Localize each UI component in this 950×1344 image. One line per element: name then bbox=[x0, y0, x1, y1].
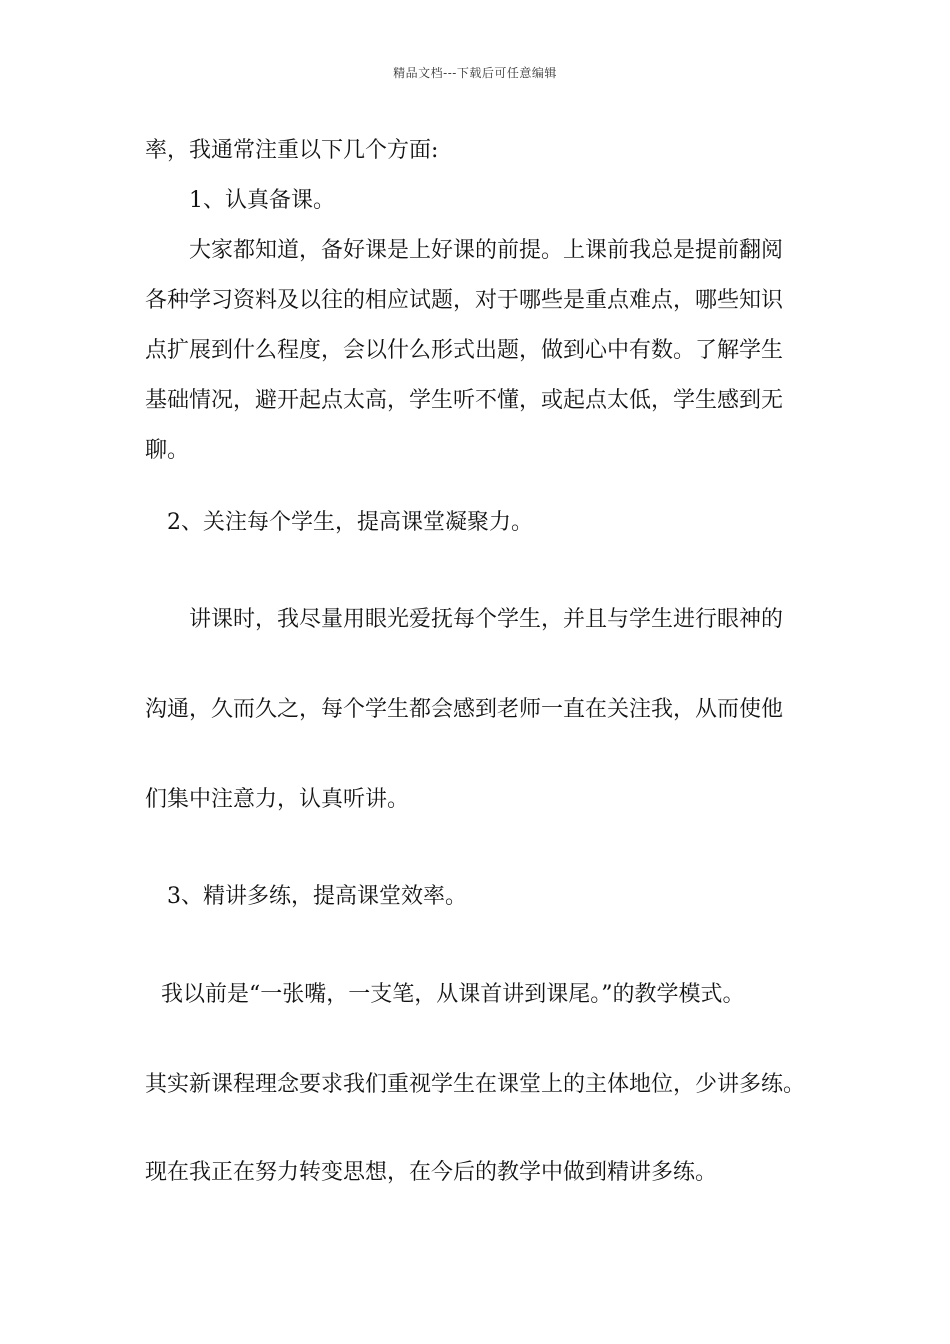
text-line: 基础情况，避开起点太高，学生听不懂，或起点太低，学生感到无 bbox=[145, 388, 784, 413]
page-header: 精品文档---下载后可任意编辑 bbox=[393, 66, 557, 80]
text-line: 各种学习资料及以往的相应试题，对于哪些是重点难点，哪些知识 bbox=[145, 288, 784, 313]
text-line: 现在我正在努力转变思想，在今后的教学中做到精讲多练。 bbox=[145, 1160, 718, 1185]
list-heading: 1、认真备课。 bbox=[189, 188, 335, 213]
text-line: 讲课时，我尽量用眼光爱抚每个学生，并且与学生进行眼神的 bbox=[189, 607, 784, 632]
text-line: 点扩展到什么程度，会以什么形式出题，做到心中有数。了解学生 bbox=[145, 338, 784, 363]
text-line: 其实新课程理念要求我们重视学生在课堂上的主体地位，少讲多练。 bbox=[145, 1072, 806, 1097]
list-heading: 2、关注每个学生，提高课堂凝聚力。 bbox=[167, 510, 533, 535]
text-line: 沟通，久而久之，每个学生都会感到老师一直在关注我，从而使他 bbox=[145, 697, 784, 722]
list-heading: 3、精讲多练，提高课堂效率。 bbox=[167, 884, 467, 909]
text-line: 我以前是“一张嘴，一支笔，从课首讲到课尾。”的教学模式。 bbox=[161, 982, 745, 1007]
text-line: 大家都知道，备好课是上好课的前提。上课前我总是提前翻阅 bbox=[189, 238, 784, 263]
text-line: 聊。 bbox=[145, 438, 190, 463]
text-line: 率，我通常注重以下几个方面: bbox=[145, 138, 439, 163]
text-line: 们集中注意力，认真听讲。 bbox=[145, 787, 410, 812]
